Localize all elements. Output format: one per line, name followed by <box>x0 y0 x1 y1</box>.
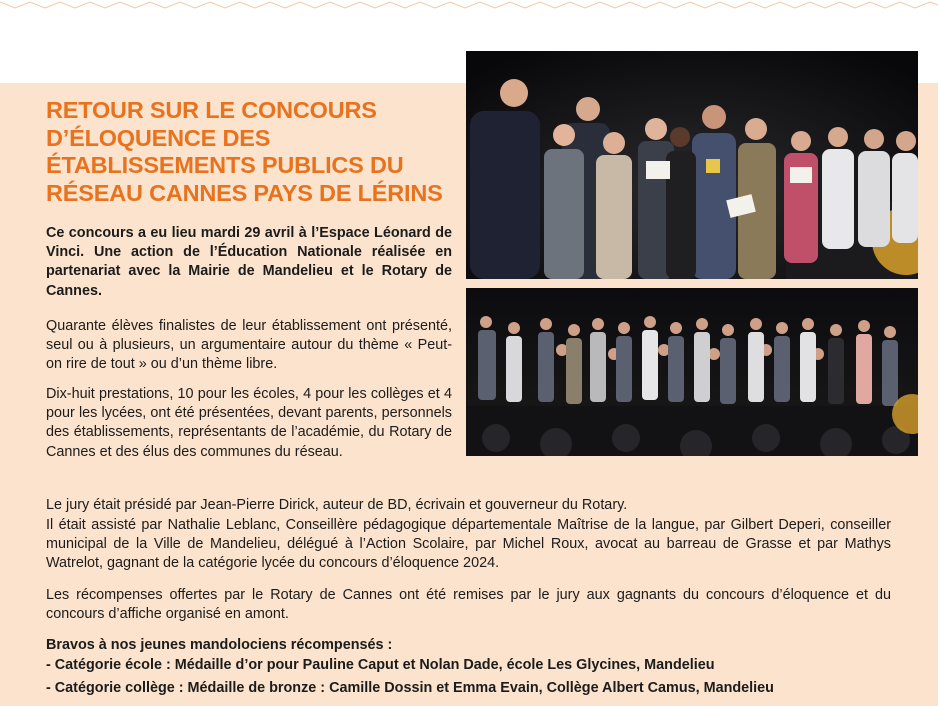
title-line: ÉTABLISSEMENTS PUBLICS DU <box>46 152 404 178</box>
award-school-category: - Catégorie école : Médaille d’or pour Pauline Caput et Nolan Dade, école Les Glycines, Mandelieu <box>46 657 715 673</box>
stage-photo <box>466 288 918 456</box>
lead-paragraph: Ce concours a eu lieu mardi 29 avril à l’Espace Léonard de Vinci. Une action de l’Éducation Nationale réalisée en partenariat avec la Mairie de Mandelieu et le Rotary de Cannes. <box>46 225 452 299</box>
paragraph-jury-president: Le jury était présidé par Jean-Pierre Dirick, auteur de BD, écrivain et gouverneur du Rotary. <box>46 497 628 513</box>
award-college-category: - Catégorie collège : Médaille de bronze : Camille Dossin et Emma Evain, Collège Albert Camus, Mandelieu <box>46 680 774 696</box>
paragraph-finalists: Quarante élèves finalistes de leur établissement ont présenté, seul ou à plusieurs, un argumentaire autour du thème « Peut-on rire de tout » ou d’un thème libre. <box>46 318 452 373</box>
title-line: RÉSEAU CANNES PAYS DE LÉRINS <box>46 179 443 206</box>
title-line: RETOUR SUR LE CONCOURS <box>46 97 377 123</box>
stage-photo-icon <box>466 288 918 456</box>
article-title <box>46 97 466 207</box>
paragraph-awards: Les récompenses offertes par le Rotary de Cannes ont été remises par le jury aux gagnants du concours d’éloquence et du concours d’affiche organisé en amont. <box>46 587 891 623</box>
group-photo <box>466 51 918 279</box>
group-photo-icon <box>466 51 918 279</box>
decorative-top-border <box>0 0 938 10</box>
paragraph-performances: Dix-huit prestations, 10 pour les écoles, 4 pour les collèges et 4 pour les lycées, ont été présentées, devant parents, personnels des établissements, représentants de l’académie, du Rotary de Cannes et des élus des communes du réseau. <box>46 386 452 460</box>
bravo-heading: Bravos à nos jeunes mandolociens récompensés : <box>46 637 393 653</box>
title-line: D’ÉLOQUENCE DES <box>46 124 271 151</box>
paragraph-jury-members: Il était assisté par Nathalie Leblanc, Conseillère pédagogique départementale Maîtrise de la langue, par Gilbert Deperi, conseiller municipal de la Ville de Mandelieu, délégué à l’Action Scolaire, par Michel Roux, avocat au barreau de Grasse et par Mathys Watrelot, gagnant de la catégorie lycée du concours d’éloquence 2024. <box>46 517 891 572</box>
